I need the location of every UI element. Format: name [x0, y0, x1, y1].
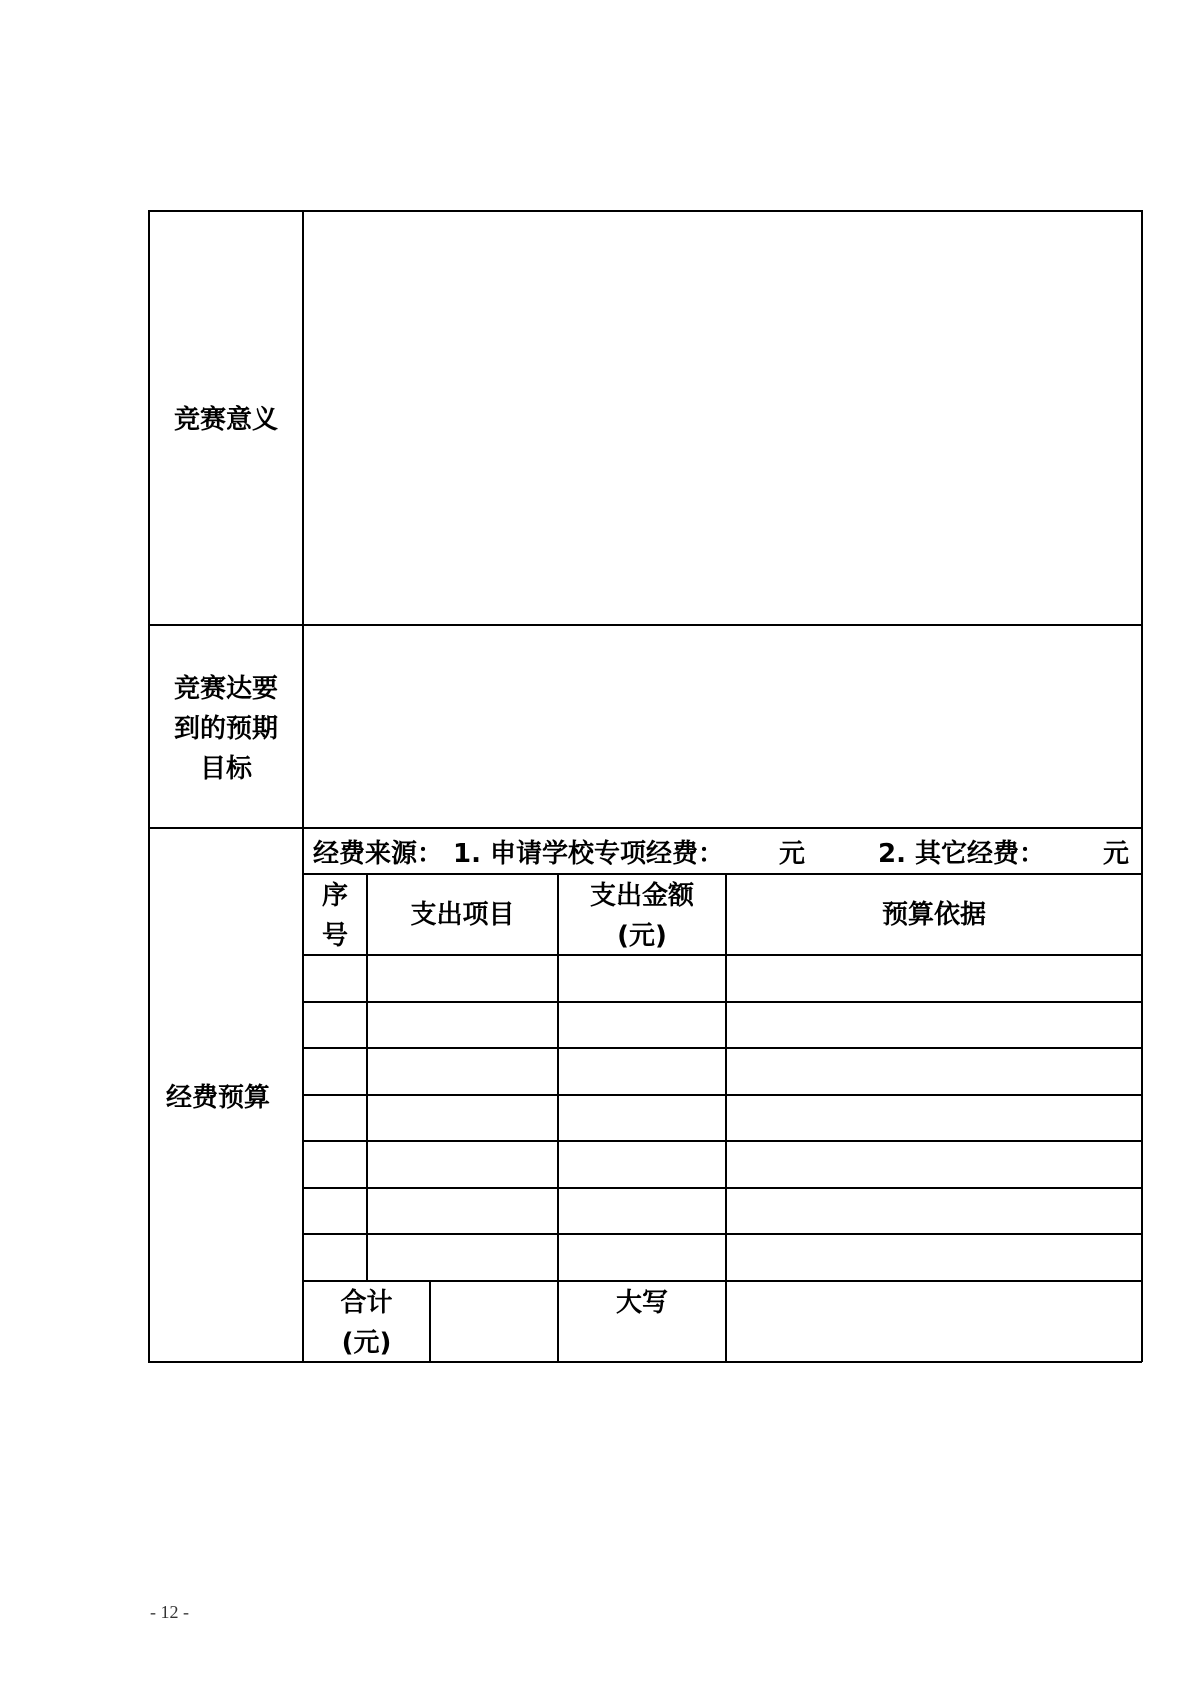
goals-label-line-3: 目标	[199, 754, 252, 784]
funding-unit-other: 元	[1103, 839, 1130, 869]
budget-row-line	[302, 1233, 1142, 1235]
table-border-bottom	[148, 1361, 1142, 1363]
header-seq	[304, 876, 366, 956]
header-seq-line-1: 序	[321, 881, 348, 911]
uppercase-label: 大写	[615, 1288, 668, 1318]
funding-item-other: 2. 其它经费：	[878, 839, 1046, 869]
budget-row-line	[302, 1001, 1142, 1003]
significance-label: 竞赛意义	[173, 405, 278, 435]
significance-field[interactable]	[304, 212, 1140, 623]
goals-label	[150, 669, 302, 789]
uppercase-amount-field[interactable]	[727, 1282, 1140, 1360]
budget-row-line	[302, 1187, 1142, 1189]
goals-label-line-1: 竞赛达要	[173, 674, 278, 704]
budget-row-line	[302, 1047, 1142, 1049]
funding-source-prefix: 经费来源：	[313, 839, 444, 869]
goals-label-line-2: 到的预期	[173, 714, 278, 744]
budget-label: 经费预算	[165, 1083, 270, 1113]
header-expense-item: 支出项目	[410, 900, 515, 930]
goals-field[interactable]	[304, 626, 1140, 826]
header-amount-line-2: (元)	[617, 921, 667, 951]
row-divider-goals	[148, 827, 1142, 829]
total-label-line-1: 合计	[340, 1288, 393, 1318]
total-amount-field[interactable]	[431, 1282, 556, 1360]
budget-row-line	[302, 1094, 1142, 1096]
total-label	[304, 1283, 429, 1363]
header-budget-basis: 预算依据	[881, 900, 986, 930]
table-border-right	[1141, 210, 1143, 1362]
header-amount-line-1: 支出金额	[589, 881, 694, 911]
funding-source-line	[313, 834, 1133, 874]
funding-unit-school: 元	[779, 839, 806, 869]
header-expense-amount	[559, 876, 725, 956]
total-label-line-2: (元)	[341, 1328, 392, 1358]
budget-row-line	[302, 1140, 1142, 1142]
header-seq-line-2: 号	[321, 921, 348, 951]
page-number: - 12 -	[150, 1602, 189, 1622]
funding-item-school: 1. 申请学校专项经费：	[453, 839, 725, 869]
